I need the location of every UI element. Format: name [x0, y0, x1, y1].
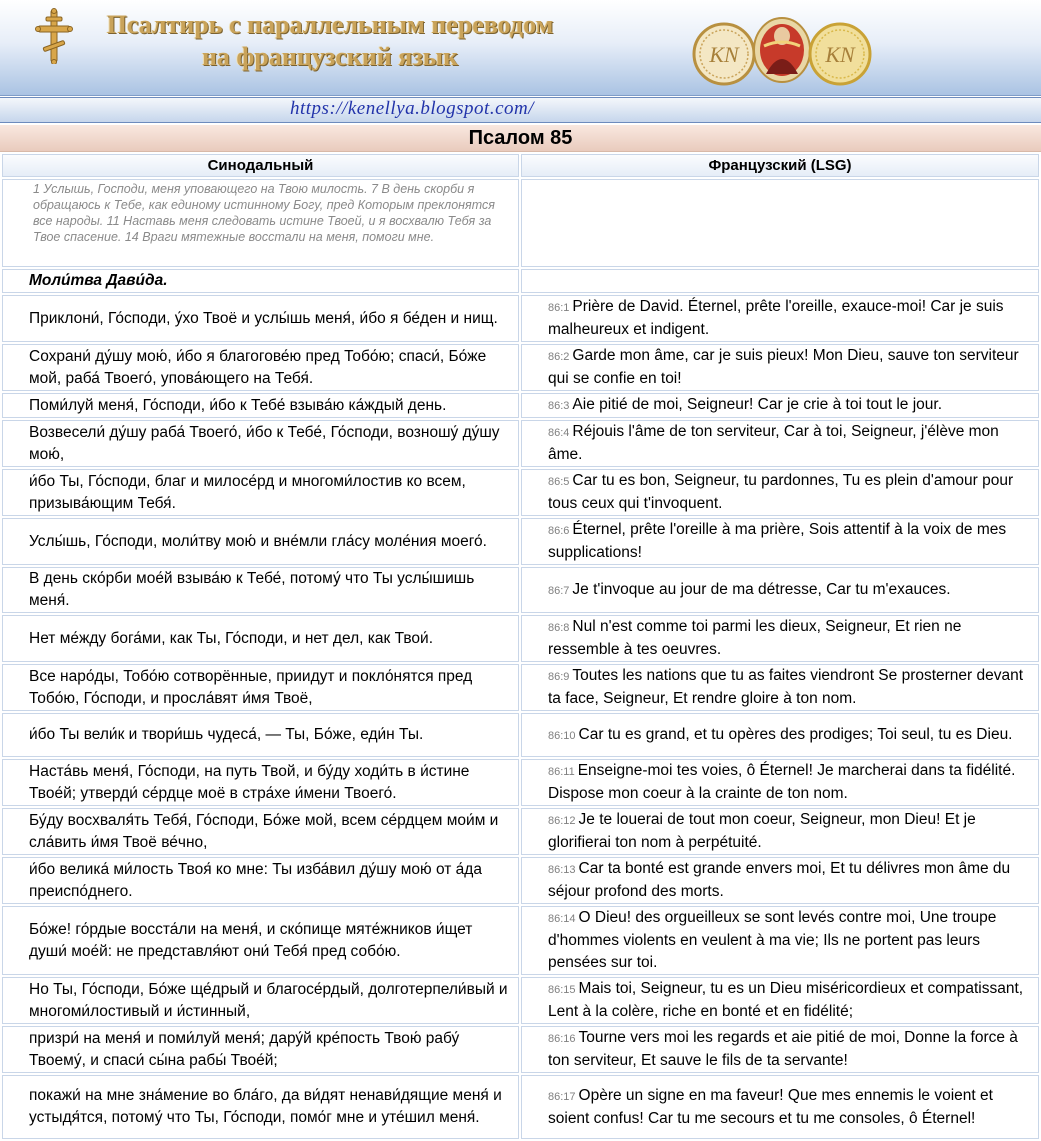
column-header-french: Французский (LSG)	[521, 154, 1039, 177]
kn-seal-logo-left	[692, 22, 756, 86]
synodal-verse: Поми́луй меня́, Го́споди, и́бо к Тебе́ взыва́ю ка́ждый день.	[2, 393, 519, 418]
french-verse-text: Opère un signe en ma faveur! Que mes ennemis le voient et soient confus! Car tu me secours et tu me consoles, ô Éternel!	[548, 1086, 993, 1127]
synodal-verse: покажи́ на мне зна́мение во бла́го, да ви́дят ненави́дящие меня́ и устыдя́тся, потому́ что Ты, Го́споди, помо́г мне и уте́шил меня́.	[2, 1075, 519, 1139]
synodal-verse: и́бо велика́ ми́лость Твоя́ ко мне: Ты изба́вил ду́шу мою́ от а́да преиспо́днего.	[2, 857, 519, 904]
table-row	[2, 344, 1039, 391]
table-row	[2, 713, 1039, 757]
verse-number: 86:10	[548, 729, 576, 742]
french-verse-text: Réjouis l'âme de ton serviteur, Car à toi, Seigneur, j'élève mon âme.	[548, 423, 999, 463]
header-title-line2: на французский язык	[201, 42, 459, 71]
synodal-verse: призри́ на меня́ и поми́луй меня́; дару́й кре́пость Твою́ рабу́ Твоему́, и спаси́ сы́на рабы́ Твое́й;	[2, 1026, 519, 1073]
verse-number: 86:3	[548, 400, 570, 412]
table-row	[2, 469, 1039, 516]
table-row	[2, 977, 1039, 1024]
verse-number: 86:9	[548, 671, 570, 683]
french-verse-text: O Dieu! des orgueilleux se sont levés contre moi, Une troupe d'hommes violents en veulent à ma vie; Ils ne portent pas leurs pensées sur toi.	[548, 909, 997, 971]
empty-cell	[521, 179, 1039, 267]
french-verse	[521, 518, 1039, 565]
french-verse	[521, 469, 1039, 516]
synodal-verse: Сохрани́ ду́шу мою́, и́бо я благогове́ю пред Тобо́ю; спаси́, Бо́же мой, раба́ Твоего́, упова́ющего на Тебя́.	[2, 344, 519, 391]
table-row	[2, 615, 1039, 662]
french-verse	[521, 857, 1039, 904]
table-row	[2, 1026, 1039, 1073]
synodal-verse: Услы́шь, Го́споди, моли́тву мою́ и вне́мли гла́су моле́ния моего́.	[2, 518, 519, 565]
verse-number: 86:13	[548, 864, 576, 876]
table-row	[2, 295, 1039, 342]
french-verse	[521, 420, 1039, 467]
french-verse	[521, 713, 1039, 757]
french-verse-text: Car ta bonté est grande envers moi, Et tu délivres mon âme du séjour profond des morts.	[548, 860, 1011, 900]
psalm-title: Псалом 85	[468, 127, 573, 149]
kn-seal-logo-right	[808, 22, 872, 86]
french-verse-text: Je te louerai de tout mon coeur, Seigneur, mon Dieu! Et je glorifierai ton nom à perpétuité.	[548, 811, 976, 851]
french-verse-text: Mais toi, Seigneur, tu es un Dieu miséricordieux et compatissant, Lent à la colère, riche en bonté et en fidélité;	[548, 980, 1024, 1020]
french-verse-text: Enseigne-moi tes voies, ô Éternel! Je marcherai dans ta fidélité. Dispose mon coeur à la crainte de ton nom.	[548, 762, 1016, 802]
synodal-verse: Приклони́, Го́споди, у́хо Твоё и услы́шь меня́, и́бо я бе́ден и нищ.	[2, 295, 519, 342]
synodal-verse: Но Ты, Го́споди, Бо́же ще́дрый и благосе́рдый, долготерпели́вый и многоми́лостивый и и́стинный,	[2, 977, 519, 1024]
blog-link[interactable]: https://kenellya.blogspot.com/	[290, 98, 535, 119]
french-verse-text: Aie pitié de moi, Seigneur! Car je crie à toi tout le jour.	[572, 396, 943, 413]
table-row	[2, 1075, 1039, 1139]
french-verse	[521, 1026, 1039, 1073]
intro-row	[2, 179, 1039, 267]
verse-number: 86:4	[548, 427, 570, 439]
synodal-verse: Бу́ду восхваля́ть Тебя́, Го́споди, Бо́же мой, всем се́рдцем мои́м и сла́вить и́мя Твоё ве́чно,	[2, 808, 519, 855]
french-verse	[521, 759, 1039, 806]
french-verse	[521, 977, 1039, 1024]
verse-number: 86:2	[548, 351, 570, 363]
french-verse-text: Car tu es bon, Seigneur, tu pardonnes, Tu es plein d'amour pour tous ceux qui t'invoquent.	[548, 472, 1014, 512]
synodal-verse: Все наро́ды, Тобо́ю сотворённые, приидут и покло́нятся пред Тобо́ю, Го́споди, и просла́вят и́мя Твоё,	[2, 664, 519, 711]
synodal-verse: и́бо Ты вели́к и твори́шь чудеса́, — Ты, Бо́же, еди́н Ты.	[2, 713, 519, 757]
french-verse-text: Toutes les nations que tu as faites viendront Se prosterner devant ta face, Seigneur, Et rendre gloire à ton nom.	[548, 667, 1024, 707]
french-verse	[521, 393, 1039, 418]
table-row	[2, 857, 1039, 904]
french-verse	[521, 808, 1039, 855]
verse-number: 86:8	[548, 622, 570, 634]
page-header	[0, 0, 1041, 96]
synodal-verse: В день ско́рби мое́й взыва́ю к Тебе́, потому́ что Ты услы́шишь меня́.	[2, 567, 519, 613]
svg-text:КN: КN	[709, 42, 739, 67]
verse-number: 86:11	[548, 766, 575, 778]
french-verse	[521, 344, 1039, 391]
prayer-title: Моли́тва Дави́да.	[2, 269, 519, 293]
verse-number: 86:17	[548, 1090, 576, 1103]
table-row	[2, 420, 1039, 467]
synodal-verse: Бо́же! го́рдые восста́ли на меня́, и ско́пище мяте́жников и́щет души́ мое́й: не представля́ют они́ Тебя́ пред собо́ю.	[2, 906, 519, 975]
verse-number: 86:5	[548, 476, 570, 488]
synodal-verse: Возвесели́ ду́шу раба́ Твоего́, и́бо к Тебе́, Го́споди, возношу́ ду́шу мою́,	[2, 420, 519, 467]
verse-number: 86:6	[548, 525, 570, 537]
verse-number: 86:15	[548, 984, 576, 996]
synodal-verse: Наста́вь меня́, Го́споди, на путь Твой, и бу́ду ходи́ть в и́стине Твое́й; утверди́ се́рдце моё в стра́хе и́мени Твоего́.	[2, 759, 519, 806]
column-header-synodal: Синодальный	[2, 154, 519, 177]
verse-number: 86:14	[548, 913, 576, 925]
french-verse	[521, 615, 1039, 662]
table-row	[2, 393, 1039, 418]
table-header-row	[2, 154, 1039, 177]
verse-number: 86:16	[548, 1033, 576, 1045]
verse-number: 86:7	[548, 584, 570, 597]
table-row	[2, 518, 1039, 565]
table-row	[2, 906, 1039, 975]
psalm-title-bar	[0, 125, 1041, 152]
french-verse-text: Je t'invoque au jour de ma détresse, Car tu m'exauces.	[572, 580, 951, 598]
header-title-line1: Псалтирь с параллельным переводом	[106, 10, 554, 39]
french-verse-text: Éternel, prête l'oreille à ma prière, Sois attentif à la voix de mes supplications!	[548, 521, 1007, 561]
parallel-text-table	[0, 152, 1041, 1141]
french-verse-text: Garde mon âme, car je suis pieux! Mon Dieu, sauve ton serviteur qui se confie en toi!	[548, 347, 1019, 387]
verse-number: 86:12	[548, 815, 576, 827]
french-verse-text: Tourne vers moi les regards et aie pitié de moi, Donne la force à ton serviteur, Et sauve le fils de ta servante!	[548, 1029, 1018, 1069]
table-row	[2, 808, 1039, 855]
synodal-verse: и́бо Ты, Го́споди, благ и милосе́рд и многоми́лостив ко всем, призыва́ющим Тебя́.	[2, 469, 519, 516]
table-row	[2, 567, 1039, 613]
french-verse-text: Nul n'est comme toi parmi les dieux, Seigneur, Et rien ne ressemble à tes oeuvres.	[548, 618, 962, 658]
orthodox-icon-image	[752, 16, 812, 84]
prayer-title-row	[2, 269, 1039, 293]
link-bar	[0, 97, 1041, 123]
svg-text:КN: КN	[825, 42, 855, 67]
table-row	[2, 759, 1039, 806]
french-verse-text: Prière de David. Éternel, prête l'oreille, exauce-moi! Car je suis malheureux et indigent.	[548, 298, 1004, 338]
french-verse	[521, 1075, 1039, 1139]
french-verse-text: Car tu es grand, et tu opères des prodiges; Toi seul, tu es Dieu.	[578, 725, 1013, 743]
french-verse	[521, 906, 1039, 975]
synodal-verse: Нет ме́жду бога́ми, как Ты, Го́споди, и нет дел, как Твои́.	[2, 615, 519, 662]
french-verse	[521, 664, 1039, 711]
french-verse	[521, 295, 1039, 342]
empty-cell	[521, 269, 1039, 293]
table-row	[2, 664, 1039, 711]
psalm-summary: 1 Услышь, Господи, меня уповающего на Твою милость. 7 В день скорби я обращаюсь к Тебе, как единому истинному Богу, пред Которым преклонятся все народы. 11 Наставь меня следовать истине Твоей, и я восхвалю Тебя за Твое спасение. 14 Враги мятежные восстали на меня, помоги мне.	[2, 179, 519, 267]
french-verse	[521, 567, 1039, 613]
verse-number: 86:1	[548, 302, 570, 314]
